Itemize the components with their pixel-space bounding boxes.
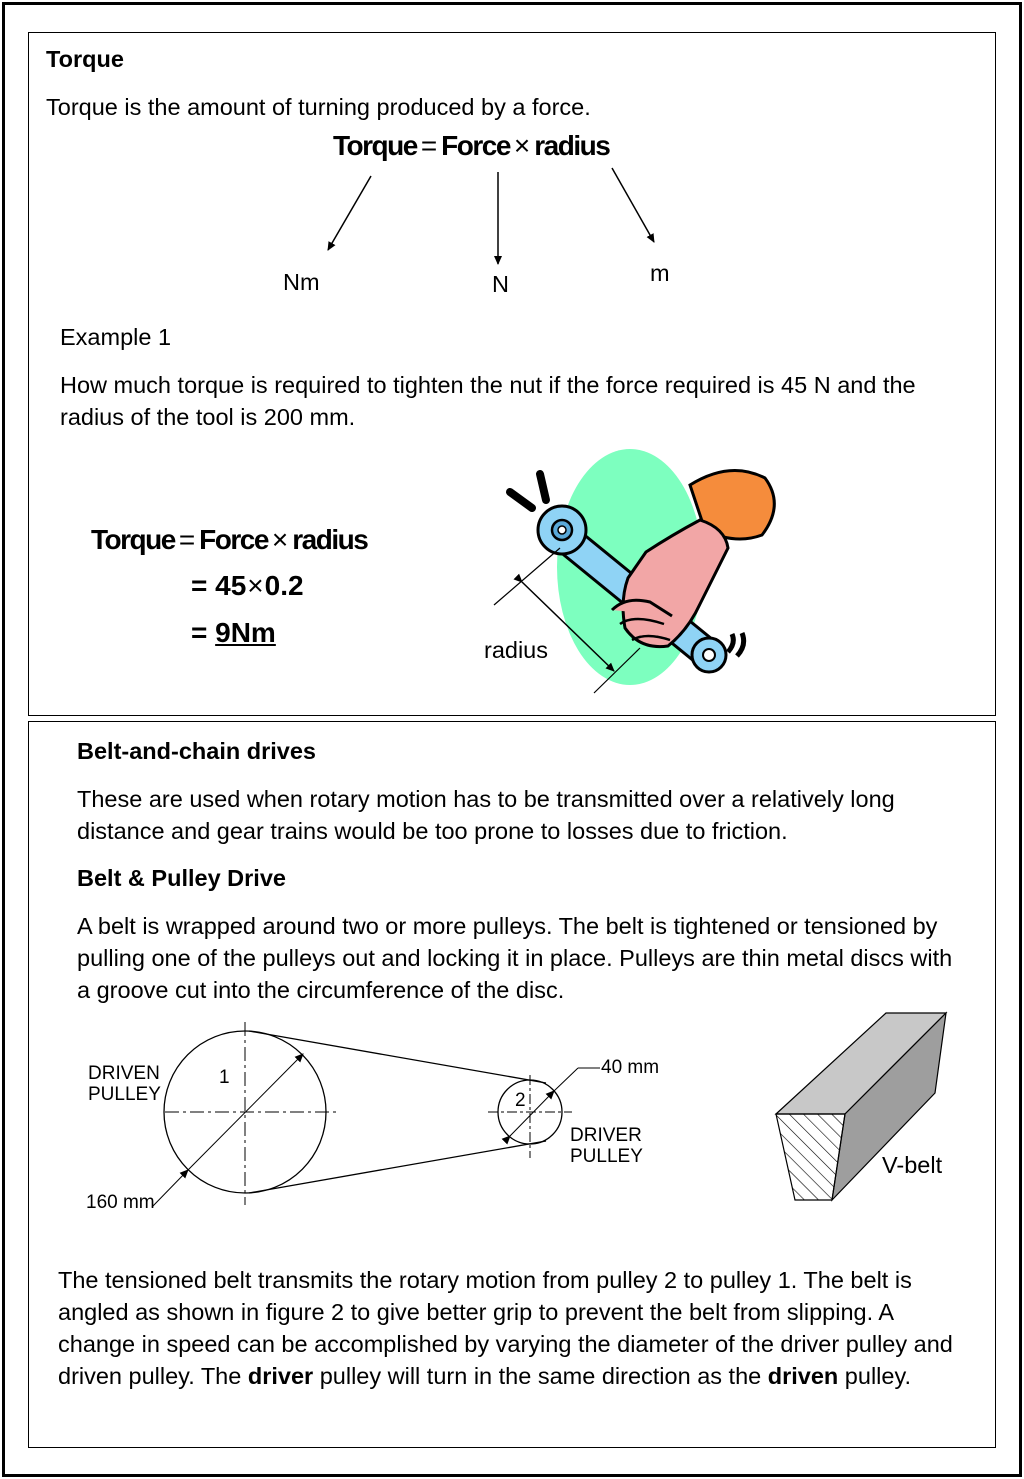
driver-label-2: PULLEY [570,1146,643,1167]
belt-bottom [249,1141,546,1193]
solution-line-3: = 9Nm [191,617,276,648]
solution-result: 9Nm [215,617,276,648]
dia-leader-2 [554,1068,578,1091]
formula-torque: Torque [333,130,417,161]
formula-radius: radius [534,130,610,161]
bold-driven: driven [767,1363,839,1389]
unit-nm: Nm [283,269,320,295]
formula-equals: = [420,130,438,161]
belts-intro: These are used when rotary motion has to be transmitted over a relatively long distance and gear trains would be too prone to losses due to friction. [77,786,895,844]
pulley-1-number: 1 [219,1067,230,1088]
belts-subheading: Belt & Pulley Drive [77,865,286,891]
dia-leader-1 [152,1170,188,1207]
v-belt-label: V-belt [882,1152,943,1178]
torque-heading: Torque [46,46,124,72]
formula-force: Force [441,130,510,161]
belts-heading: Belt-and-chain drives [77,738,316,764]
bold-driver: driver [247,1363,314,1389]
driven-label-1: DRIVEN [88,1063,160,1084]
example-title: Example 1 [60,324,172,350]
torque-definition: Torque is the amount of turning produced by a force. [46,94,591,120]
pulley-2-number: 2 [515,1090,526,1111]
belts-conclusion: The tensioned belt transmits the rotary motion from pulley 2 to pulley 1. The belt is angled as shown in figure 2 to give better grip to prevent the belt from slipping. A change in speed can be accomplished by varying the diameter of the driver pulley and driven pulley. The driver pulley will turn in the same direction as the driven pulley. [58,1267,953,1389]
example-text: How much torque is required to tighten the nut if the force required is 45 N and the radius of the tool is 200 mm. [60,372,916,430]
belts-description: A belt is wrapped around two or more pulleys. The belt is tightened or tensioned by pulling one of the pulleys out and locking it in place. Pulleys are thin metal discs with a groove cut into the circumference of the disc. [77,913,953,1003]
dimension-40: 40 mm [601,1057,660,1078]
radius-label: radius [484,637,549,663]
unit-n: N [492,271,509,297]
unit-m: m [650,260,670,286]
belt-top [249,1031,546,1083]
solution-line-2: = 45×0.2 [191,570,304,601]
dimension-160: 160 mm [86,1192,155,1213]
solution-line-1: Torque = Force × radius [91,524,368,555]
formula-times: × [513,130,531,161]
driven-label-2: PULLEY [88,1084,161,1105]
driver-label-1: DRIVER [570,1125,642,1146]
